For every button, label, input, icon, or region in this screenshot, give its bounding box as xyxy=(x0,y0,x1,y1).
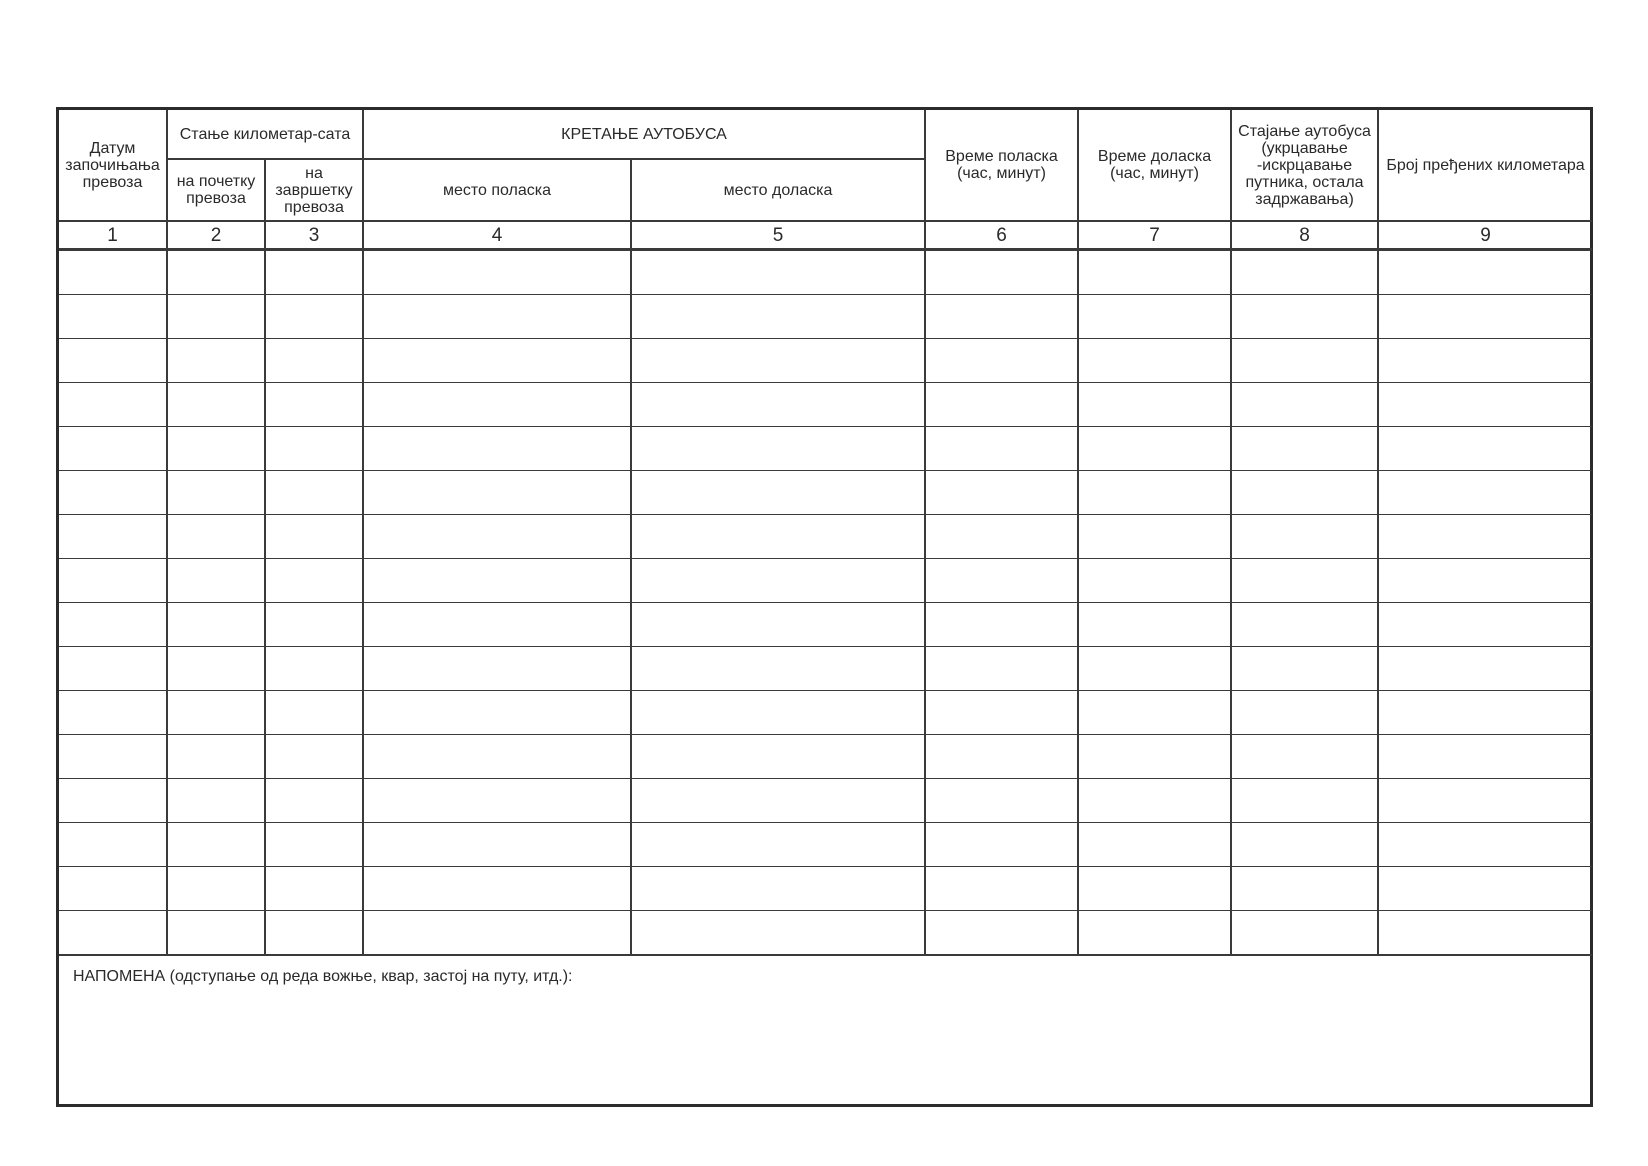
entry-cell[interactable] xyxy=(631,471,925,515)
entry-cell[interactable] xyxy=(59,250,167,295)
entry-cell[interactable] xyxy=(363,559,631,603)
entry-cell[interactable] xyxy=(363,471,631,515)
table-row xyxy=(59,647,1592,691)
header-odometer-end: на завршетку превоза xyxy=(265,159,363,221)
note-label: НАПОМЕНА (одступање од реда вожње, квар, застој на путу, итд.): xyxy=(73,968,573,985)
entry-cell[interactable] xyxy=(1078,647,1231,691)
entry-cell[interactable] xyxy=(1378,911,1592,956)
entry-cell[interactable] xyxy=(265,911,363,956)
entry-cell[interactable] xyxy=(1231,603,1378,647)
table-row xyxy=(59,559,1592,603)
entry-cell[interactable] xyxy=(925,515,1078,559)
entry-cell[interactable] xyxy=(1231,471,1378,515)
entry-cell[interactable] xyxy=(363,250,631,295)
entry-cell[interactable] xyxy=(167,603,265,647)
entry-cell[interactable] xyxy=(631,911,925,956)
entry-cell[interactable] xyxy=(1378,515,1592,559)
column-number: 9 xyxy=(1378,221,1592,250)
entry-cell[interactable] xyxy=(631,559,925,603)
entry-cell[interactable] xyxy=(59,823,167,867)
entry-cell[interactable] xyxy=(363,647,631,691)
entry-cell[interactable] xyxy=(631,647,925,691)
column-number: 3 xyxy=(265,221,363,250)
table-row xyxy=(59,383,1592,427)
entry-cell[interactable] xyxy=(363,735,631,779)
table-row xyxy=(59,295,1592,339)
entry-cell[interactable] xyxy=(363,911,631,956)
header-arrival-place: место доласка xyxy=(631,159,925,221)
column-number: 1 xyxy=(59,221,167,250)
entry-cell[interactable] xyxy=(265,691,363,735)
entry-cell[interactable] xyxy=(925,779,1078,823)
entry-cell[interactable] xyxy=(167,295,265,339)
entry-cell[interactable] xyxy=(631,867,925,911)
entry-cell[interactable] xyxy=(59,603,167,647)
column-number: 2 xyxy=(167,221,265,250)
column-number: 7 xyxy=(1078,221,1231,250)
entry-cell[interactable] xyxy=(1231,691,1378,735)
table-row xyxy=(59,427,1592,471)
entry-cell[interactable] xyxy=(265,339,363,383)
entry-cell[interactable] xyxy=(265,559,363,603)
entry-cell[interactable] xyxy=(925,647,1078,691)
table-row xyxy=(59,735,1592,779)
entry-cell[interactable] xyxy=(167,383,265,427)
entry-cell[interactable] xyxy=(1378,867,1592,911)
entry-cell[interactable] xyxy=(1378,647,1592,691)
entry-cell[interactable] xyxy=(1378,383,1592,427)
entry-cell[interactable] xyxy=(363,691,631,735)
entry-cell[interactable] xyxy=(265,383,363,427)
entry-cell[interactable] xyxy=(1231,823,1378,867)
entry-cell[interactable] xyxy=(925,471,1078,515)
column-number: 4 xyxy=(363,221,631,250)
entry-cell[interactable] xyxy=(1078,295,1231,339)
column-number: 8 xyxy=(1231,221,1378,250)
entry-cell[interactable] xyxy=(265,823,363,867)
entry-cell[interactable] xyxy=(363,515,631,559)
entry-cell[interactable] xyxy=(1378,339,1592,383)
header-odometer-start: на почетку превоза xyxy=(167,159,265,221)
entry-cell[interactable] xyxy=(265,427,363,471)
entry-cell[interactable] xyxy=(1078,250,1231,295)
table-row xyxy=(59,603,1592,647)
entry-cell[interactable] xyxy=(1231,735,1378,779)
header-arrival-time: Време доласка (час, минут) xyxy=(1078,110,1231,221)
entry-cell[interactable] xyxy=(59,339,167,383)
entry-cell[interactable] xyxy=(1378,250,1592,295)
bus-travel-log-form xyxy=(56,107,1593,1107)
entry-cell[interactable] xyxy=(1231,339,1378,383)
entry-cell[interactable] xyxy=(59,295,167,339)
entry-cell[interactable] xyxy=(1078,427,1231,471)
note-cell[interactable] xyxy=(59,955,1592,1077)
entry-cell[interactable] xyxy=(1078,515,1231,559)
entry-cell[interactable] xyxy=(59,383,167,427)
entry-cell[interactable] xyxy=(265,250,363,295)
table-row xyxy=(59,779,1592,823)
entry-cell[interactable] xyxy=(925,427,1078,471)
entry-cell[interactable] xyxy=(265,779,363,823)
entry-cell[interactable] xyxy=(1378,603,1592,647)
header-bus-movement-group: КРЕТАЊЕ АУТОБУСА xyxy=(363,110,925,159)
entry-cell[interactable] xyxy=(1378,471,1592,515)
entry-cell[interactable] xyxy=(265,295,363,339)
note-row xyxy=(59,955,1592,1077)
entry-cell[interactable] xyxy=(631,823,925,867)
entry-cell[interactable] xyxy=(631,603,925,647)
entry-cell[interactable] xyxy=(363,427,631,471)
entry-cell[interactable] xyxy=(1231,250,1378,295)
entry-cell[interactable] xyxy=(1231,647,1378,691)
column-number: 6 xyxy=(925,221,1078,250)
entry-cell[interactable] xyxy=(1231,515,1378,559)
entry-cell[interactable] xyxy=(59,911,167,956)
table-row xyxy=(59,471,1592,515)
entry-cell[interactable] xyxy=(631,339,925,383)
entry-cell[interactable] xyxy=(1078,603,1231,647)
entry-cell[interactable] xyxy=(1378,735,1592,779)
entry-cell[interactable] xyxy=(59,471,167,515)
header-row-1 xyxy=(59,110,1592,159)
table-row xyxy=(59,823,1592,867)
entry-cell[interactable] xyxy=(925,691,1078,735)
entry-cell[interactable] xyxy=(925,339,1078,383)
entry-cell[interactable] xyxy=(925,823,1078,867)
entry-cell[interactable] xyxy=(631,515,925,559)
entry-cell[interactable] xyxy=(1378,295,1592,339)
entry-cell[interactable] xyxy=(1078,779,1231,823)
entry-cell[interactable] xyxy=(167,515,265,559)
entry-cell[interactable] xyxy=(167,911,265,956)
entry-cell[interactable] xyxy=(1078,911,1231,956)
entry-cell[interactable] xyxy=(1231,559,1378,603)
entry-cell[interactable] xyxy=(363,867,631,911)
entry-cell[interactable] xyxy=(59,647,167,691)
entry-cell[interactable] xyxy=(167,471,265,515)
entry-cell[interactable] xyxy=(265,647,363,691)
entry-cell[interactable] xyxy=(1078,867,1231,911)
entry-cell[interactable] xyxy=(631,735,925,779)
entry-cell[interactable] xyxy=(631,295,925,339)
entry-cell[interactable] xyxy=(167,339,265,383)
entry-cell[interactable] xyxy=(1078,559,1231,603)
entry-cell[interactable] xyxy=(925,735,1078,779)
entry-cell[interactable] xyxy=(59,735,167,779)
entry-cell[interactable] xyxy=(1078,383,1231,427)
header-start-date: Датум започињања превоза xyxy=(59,110,167,221)
entry-cell[interactable] xyxy=(925,250,1078,295)
entry-cell[interactable] xyxy=(925,559,1078,603)
entry-cell[interactable] xyxy=(167,559,265,603)
table-row xyxy=(59,515,1592,559)
entry-cell[interactable] xyxy=(167,867,265,911)
entry-cell[interactable] xyxy=(1231,427,1378,471)
table-row xyxy=(59,250,1592,295)
entry-cell[interactable] xyxy=(265,515,363,559)
entry-cell[interactable] xyxy=(1078,735,1231,779)
entry-rows xyxy=(59,250,1592,956)
entry-cell[interactable] xyxy=(1231,383,1378,427)
entry-cell[interactable] xyxy=(167,427,265,471)
entry-cell[interactable] xyxy=(1231,867,1378,911)
entry-cell[interactable] xyxy=(1078,691,1231,735)
entry-cell[interactable] xyxy=(1078,339,1231,383)
entry-cell[interactable] xyxy=(925,911,1078,956)
entry-cell[interactable] xyxy=(1378,823,1592,867)
entry-cell[interactable] xyxy=(59,427,167,471)
entry-cell[interactable] xyxy=(631,427,925,471)
entry-cell[interactable] xyxy=(167,691,265,735)
entry-cell[interactable] xyxy=(167,823,265,867)
entry-cell[interactable] xyxy=(925,383,1078,427)
entry-cell[interactable] xyxy=(363,383,631,427)
table-row xyxy=(59,867,1592,911)
entry-cell[interactable] xyxy=(925,295,1078,339)
entry-cell[interactable] xyxy=(1078,471,1231,515)
entry-cell[interactable] xyxy=(1378,559,1592,603)
entry-cell[interactable] xyxy=(59,867,167,911)
table-row xyxy=(59,691,1592,735)
entry-cell[interactable] xyxy=(59,691,167,735)
entry-cell[interactable] xyxy=(363,295,631,339)
entry-cell[interactable] xyxy=(59,515,167,559)
column-number: 5 xyxy=(631,221,925,250)
entry-cell[interactable] xyxy=(1378,691,1592,735)
table-row xyxy=(59,911,1592,956)
entry-cell[interactable] xyxy=(265,471,363,515)
entry-cell[interactable] xyxy=(631,779,925,823)
entry-cell[interactable] xyxy=(925,867,1078,911)
header-departure-place: место поласка xyxy=(363,159,631,221)
entry-cell[interactable] xyxy=(265,867,363,911)
table-row xyxy=(59,339,1592,383)
header-departure-time: Време поласка (час, минут) xyxy=(925,110,1078,221)
entry-cell[interactable] xyxy=(631,250,925,295)
entry-cell[interactable] xyxy=(631,383,925,427)
column-number-row xyxy=(59,221,1592,250)
entry-cell[interactable] xyxy=(265,735,363,779)
entry-cell[interactable] xyxy=(167,735,265,779)
entry-cell[interactable] xyxy=(59,559,167,603)
entry-cell[interactable] xyxy=(631,691,925,735)
entry-cell[interactable] xyxy=(59,779,167,823)
entry-cell[interactable] xyxy=(925,603,1078,647)
entry-cell[interactable] xyxy=(1378,779,1592,823)
entry-cell[interactable] xyxy=(1231,295,1378,339)
entry-cell[interactable] xyxy=(363,339,631,383)
entry-cell[interactable] xyxy=(265,603,363,647)
entry-cell[interactable] xyxy=(167,250,265,295)
entry-cell[interactable] xyxy=(1078,823,1231,867)
header-km-traveled: Број пређених километара xyxy=(1378,110,1592,221)
entry-cell[interactable] xyxy=(167,779,265,823)
entry-cell[interactable] xyxy=(167,647,265,691)
header-bus-stops: Стајање аутобуса (укрцавање -искрцавање путника, остала задржавања) xyxy=(1231,110,1378,221)
entry-cell[interactable] xyxy=(1231,779,1378,823)
entry-cell[interactable] xyxy=(363,603,631,647)
travel-log-table xyxy=(59,110,1592,1077)
entry-cell[interactable] xyxy=(1231,911,1378,956)
entry-cell[interactable] xyxy=(363,823,631,867)
header-odometer-group: Стање километар-сата xyxy=(167,110,363,159)
entry-cell[interactable] xyxy=(1378,427,1592,471)
entry-cell[interactable] xyxy=(363,779,631,823)
